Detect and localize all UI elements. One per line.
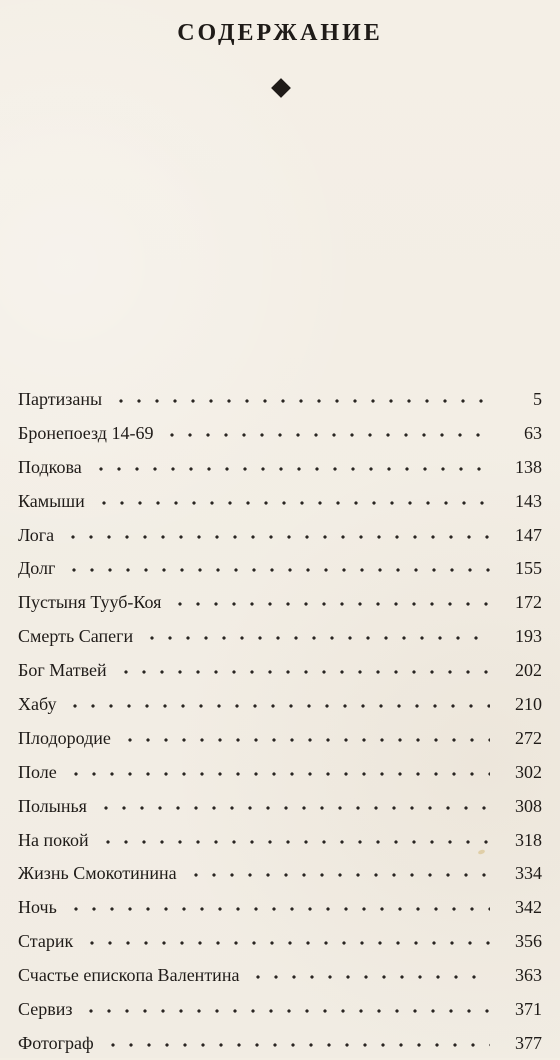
- toc-entry-page: 172: [515, 592, 542, 613]
- toc-entry-podkova: [18, 450, 542, 484]
- toc-entry-page: 272: [515, 727, 542, 748]
- toc-entry-title: Старик: [18, 931, 74, 952]
- toc-entry-zhizn-smokotinina: [18, 856, 542, 890]
- dot-leader: [104, 1035, 490, 1055]
- toc-entry-page: 342: [515, 897, 542, 918]
- toc-entry-page: 63: [524, 422, 542, 443]
- dot-leader: [66, 696, 490, 716]
- toc-entry-loga: [18, 518, 542, 552]
- page-title: СОДЕРЖАНИЕ: [177, 20, 383, 46]
- toc-entry-polynya: [18, 789, 542, 823]
- toc-entry-page: 210: [515, 693, 542, 714]
- toc-entry-page: 138: [515, 456, 542, 477]
- diamond-ornament-icon: [271, 78, 291, 98]
- toc-entry-title: Плодородие: [18, 727, 111, 748]
- toc-entry-serviz: [18, 992, 542, 1026]
- toc-entry-page: 377: [515, 1032, 542, 1053]
- toc-entry-page: 363: [515, 965, 542, 986]
- toc-entry-khabu: [18, 687, 542, 721]
- dot-leader: [143, 628, 490, 648]
- toc-entry-title: На покой: [18, 829, 89, 850]
- toc-entry-partizany: [18, 382, 542, 416]
- toc-entry-noch: [18, 890, 542, 924]
- toc-entry-title: Фотограф: [18, 1032, 94, 1053]
- toc-entry-page: 193: [515, 626, 542, 647]
- toc-entry-title: Долг: [18, 558, 56, 579]
- toc-entry-title: Ночь: [18, 897, 57, 918]
- dot-leader: [163, 425, 490, 445]
- dot-leader: [67, 764, 490, 784]
- toc-entry-schastye-episkopa: [18, 958, 542, 992]
- toc-entry-dolg: [18, 551, 542, 585]
- toc-entry-na-pokoy: [18, 823, 542, 857]
- toc-entry-page: 356: [515, 931, 542, 952]
- toc-entry-title: Бог Матвей: [18, 660, 107, 681]
- toc-entry-title: Полынья: [18, 795, 87, 816]
- toc-entry-pustynya: [18, 585, 542, 619]
- dot-leader: [112, 391, 490, 411]
- dot-leader: [187, 865, 490, 885]
- toc-entry-page: 334: [515, 863, 542, 884]
- toc-entry-fotograf: [18, 1026, 542, 1060]
- toc-entry-title: Хабу: [18, 693, 57, 714]
- toc-entry-pole: [18, 755, 542, 789]
- toc-entry-bog-matvey: [18, 653, 542, 687]
- toc-entry-starik: [18, 924, 542, 958]
- toc-entry-page: 143: [515, 490, 542, 511]
- toc-entry-title: Пустыня Тууб-Коя: [18, 592, 162, 613]
- toc-entry-page: 202: [515, 660, 542, 681]
- toc-entry-kamyshi: [18, 484, 542, 518]
- dot-leader: [67, 899, 490, 919]
- toc-entry-title: Счастье епископа Валентина: [18, 965, 240, 986]
- toc-entry-smert-sapegi: [18, 619, 542, 653]
- toc-entry-page: 302: [515, 761, 542, 782]
- toc-entry-title: Сервиз: [18, 998, 73, 1019]
- toc-entry-page: 5: [533, 388, 542, 409]
- toc-entry-page: 155: [515, 558, 542, 579]
- toc-entry-page: 318: [515, 829, 542, 850]
- toc-entry-title: Бронепоезд 14-69: [18, 422, 154, 443]
- toc-entry-page: 147: [515, 524, 542, 545]
- dot-leader: [64, 527, 490, 547]
- dot-leader: [99, 832, 490, 852]
- toc-entry-bronepoezd: [18, 416, 542, 450]
- dot-leader: [82, 1001, 490, 1021]
- dot-leader: [117, 662, 490, 682]
- dot-leader: [92, 459, 490, 479]
- dot-leader: [83, 933, 490, 953]
- toc-entry-title: Лога: [18, 524, 55, 545]
- toc-entry-title: Партизаны: [18, 388, 103, 409]
- toc-entry-title: Поле: [18, 761, 57, 782]
- dot-leader: [95, 493, 490, 513]
- dot-leader: [249, 967, 490, 987]
- table-of-contents: [18, 382, 542, 1060]
- toc-entry-title: Смерть Сапеги: [18, 626, 134, 647]
- toc-entry-plodorodie: [18, 721, 542, 755]
- dot-leader: [121, 730, 490, 750]
- toc-entry-title: Камыши: [18, 490, 85, 511]
- dot-leader: [65, 560, 490, 580]
- toc-entry-page: 308: [515, 795, 542, 816]
- toc-entry-title: Подкова: [18, 456, 82, 477]
- toc-entry-title: Жизнь Смокотинина: [18, 863, 177, 884]
- dot-leader: [171, 594, 490, 614]
- dot-leader: [97, 798, 490, 818]
- toc-entry-page: 371: [515, 998, 542, 1019]
